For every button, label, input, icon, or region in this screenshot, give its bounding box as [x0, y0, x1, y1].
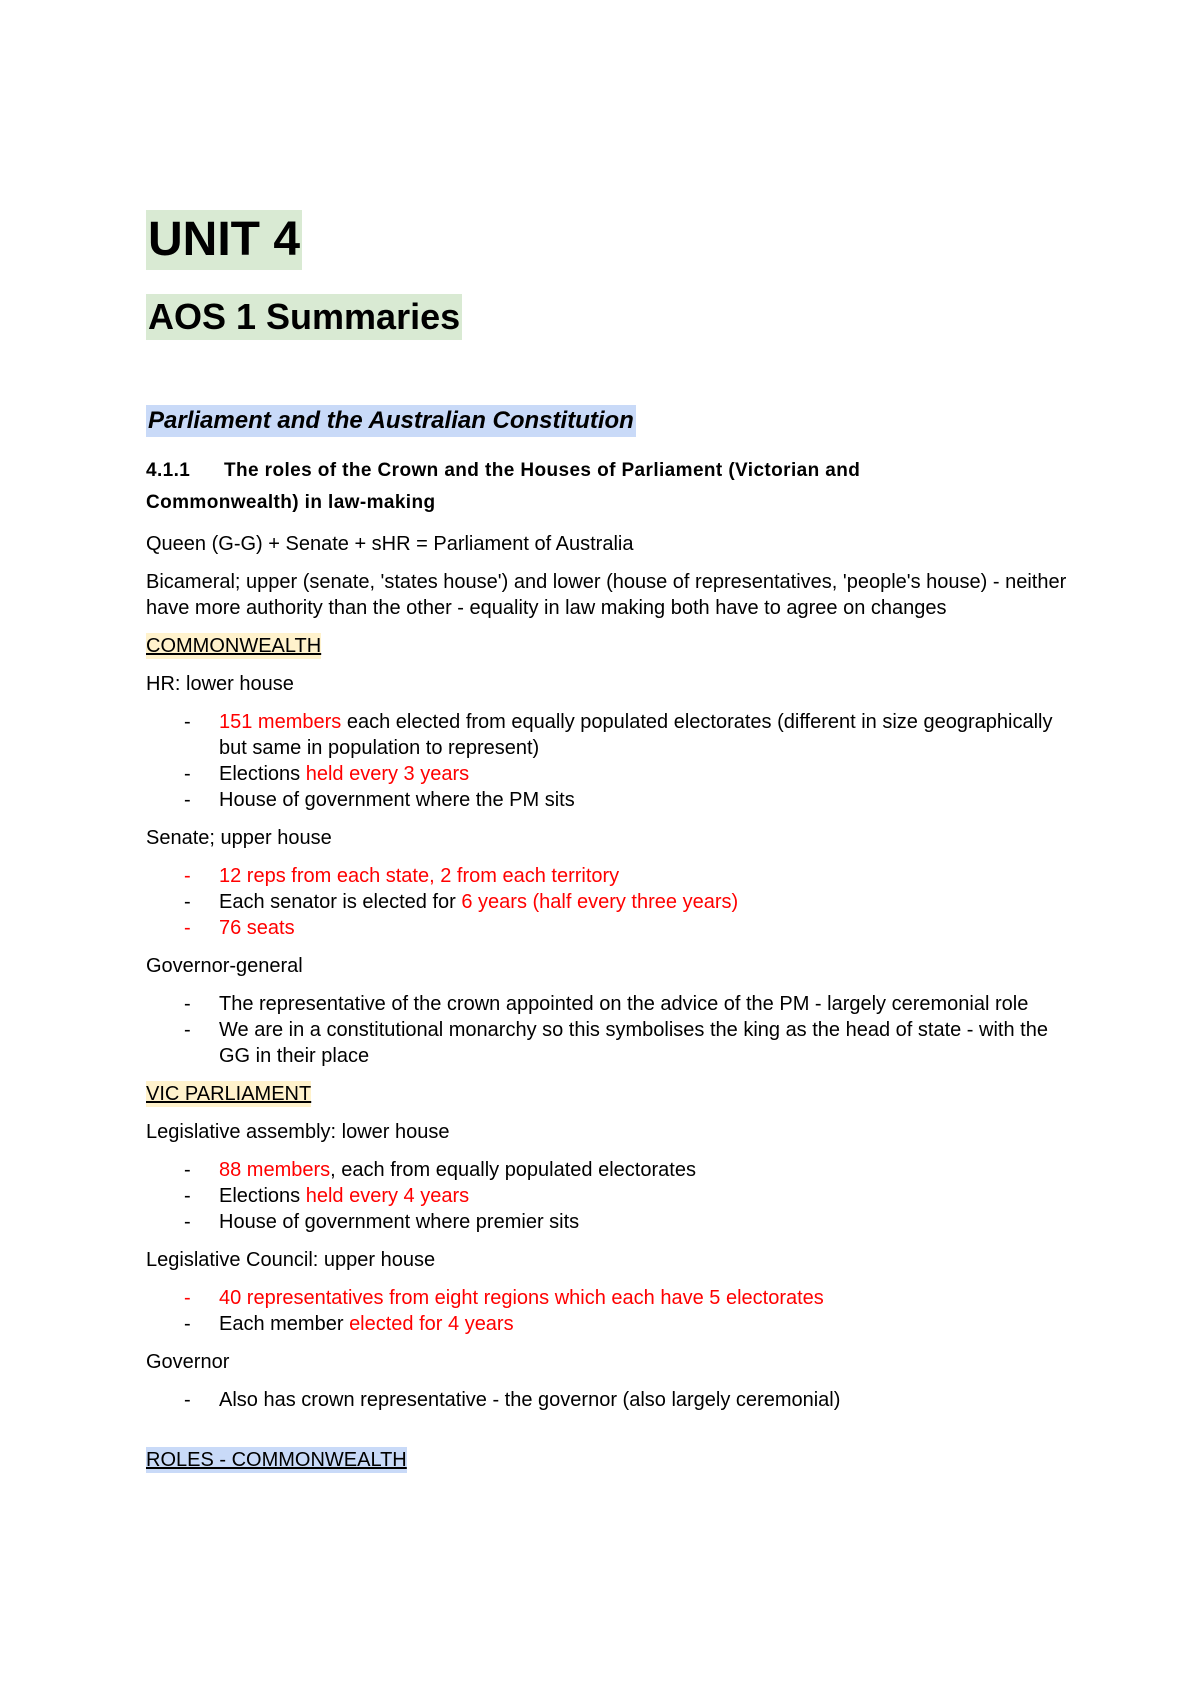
gg-heading: Governor-general: [146, 955, 303, 977]
list-item: [146, 1387, 1076, 1413]
governor-heading: Governor: [146, 1351, 230, 1373]
highlight-text: 88 members: [219, 1159, 331, 1181]
senate-heading: Senate; upper house: [146, 827, 332, 849]
item-text: Each member: [219, 1313, 350, 1335]
la-list: [146, 1157, 1076, 1235]
highlight-text: held every 3 years: [305, 763, 470, 785]
topic-text-line1: The roles of the Crown and the Houses of Parliament (Victorian and: [224, 460, 861, 481]
highlight-text: 12 reps from each state, 2 from each territory: [219, 865, 620, 887]
highlight-text: held every 4 years: [305, 1185, 470, 1207]
list-item: [146, 787, 1076, 813]
highlight-text: elected for 4 years: [349, 1313, 514, 1335]
commonwealth-label: COMMONWEALTH: [146, 635, 322, 657]
topic-number: 4.1.1: [146, 460, 191, 481]
highlight-text: 6 years (half every three years): [461, 891, 739, 913]
parliament-equation: Queen (G-G) + Senate + sHR = Parliament of Australia: [146, 533, 634, 555]
list-item: [146, 1311, 1076, 1337]
list-item: [146, 709, 1076, 761]
list-item: [146, 991, 1076, 1017]
list-item: [146, 889, 1076, 915]
roles-commonwealth-label: ROLES - COMMONWEALTH: [146, 1449, 407, 1471]
highlight-text: 40 representatives from eight regions which each have 5 electorates: [219, 1287, 824, 1309]
bicameral-paragraph: Bicameral; upper (senate, 'states house') and lower (house of representatives, 'people's house) - neither have more authority than the other - equality in law making both have to agree on changes: [146, 571, 1067, 619]
item-text: House of government where the PM sits: [219, 789, 575, 811]
item-text: Elections: [219, 1185, 306, 1207]
item-text: , each from equally populated electorates: [330, 1159, 696, 1181]
list-item: [146, 1285, 1076, 1311]
gg-list: [146, 991, 1076, 1069]
item-text: Elections: [219, 763, 306, 785]
lc-heading: Legislative Council: upper house: [146, 1249, 436, 1271]
list-item: [146, 761, 1076, 787]
governor-list: [146, 1387, 1076, 1413]
document-content: [146, 210, 1076, 1473]
item-text: We are in a constitutional monarchy so this symbolises the king as the head of state - with the GG in their place: [219, 1019, 1048, 1067]
highlight-text: 76 seats: [219, 917, 295, 939]
item-text: The representative of the crown appointed on the advice of the PM - largely ceremonial role: [219, 993, 1029, 1015]
lc-list: [146, 1285, 1076, 1337]
topic-heading: [146, 455, 1076, 519]
unit-title: UNIT 4: [146, 210, 302, 270]
aos-subtitle: AOS 1 Summaries: [146, 294, 462, 340]
vic-parliament-label: VIC PARLIAMENT: [146, 1083, 312, 1105]
item-text: Also has crown representative - the governor (also largely ceremonial): [219, 1389, 841, 1411]
item-text: Each senator is elected for: [219, 891, 462, 913]
la-heading: Legislative assembly: lower house: [146, 1121, 450, 1143]
item-text: House of government where premier sits: [219, 1211, 580, 1233]
list-item: [146, 1157, 1076, 1183]
list-item: [146, 1017, 1076, 1069]
list-item: [146, 915, 1076, 941]
section-title: Parliament and the Australian Constitution: [146, 405, 636, 437]
list-item: [146, 1209, 1076, 1235]
senate-list: [146, 863, 1076, 941]
topic-text-line2: Commonwealth) in law-making: [146, 492, 436, 513]
list-item: [146, 863, 1076, 889]
hr-list: [146, 709, 1076, 813]
highlight-text: 151 members: [219, 711, 342, 733]
list-item: [146, 1183, 1076, 1209]
hr-heading: HR: lower house: [146, 673, 294, 695]
item-text: each elected from equally populated electorates (different in size geographically but same in population to represent): [219, 711, 1053, 759]
